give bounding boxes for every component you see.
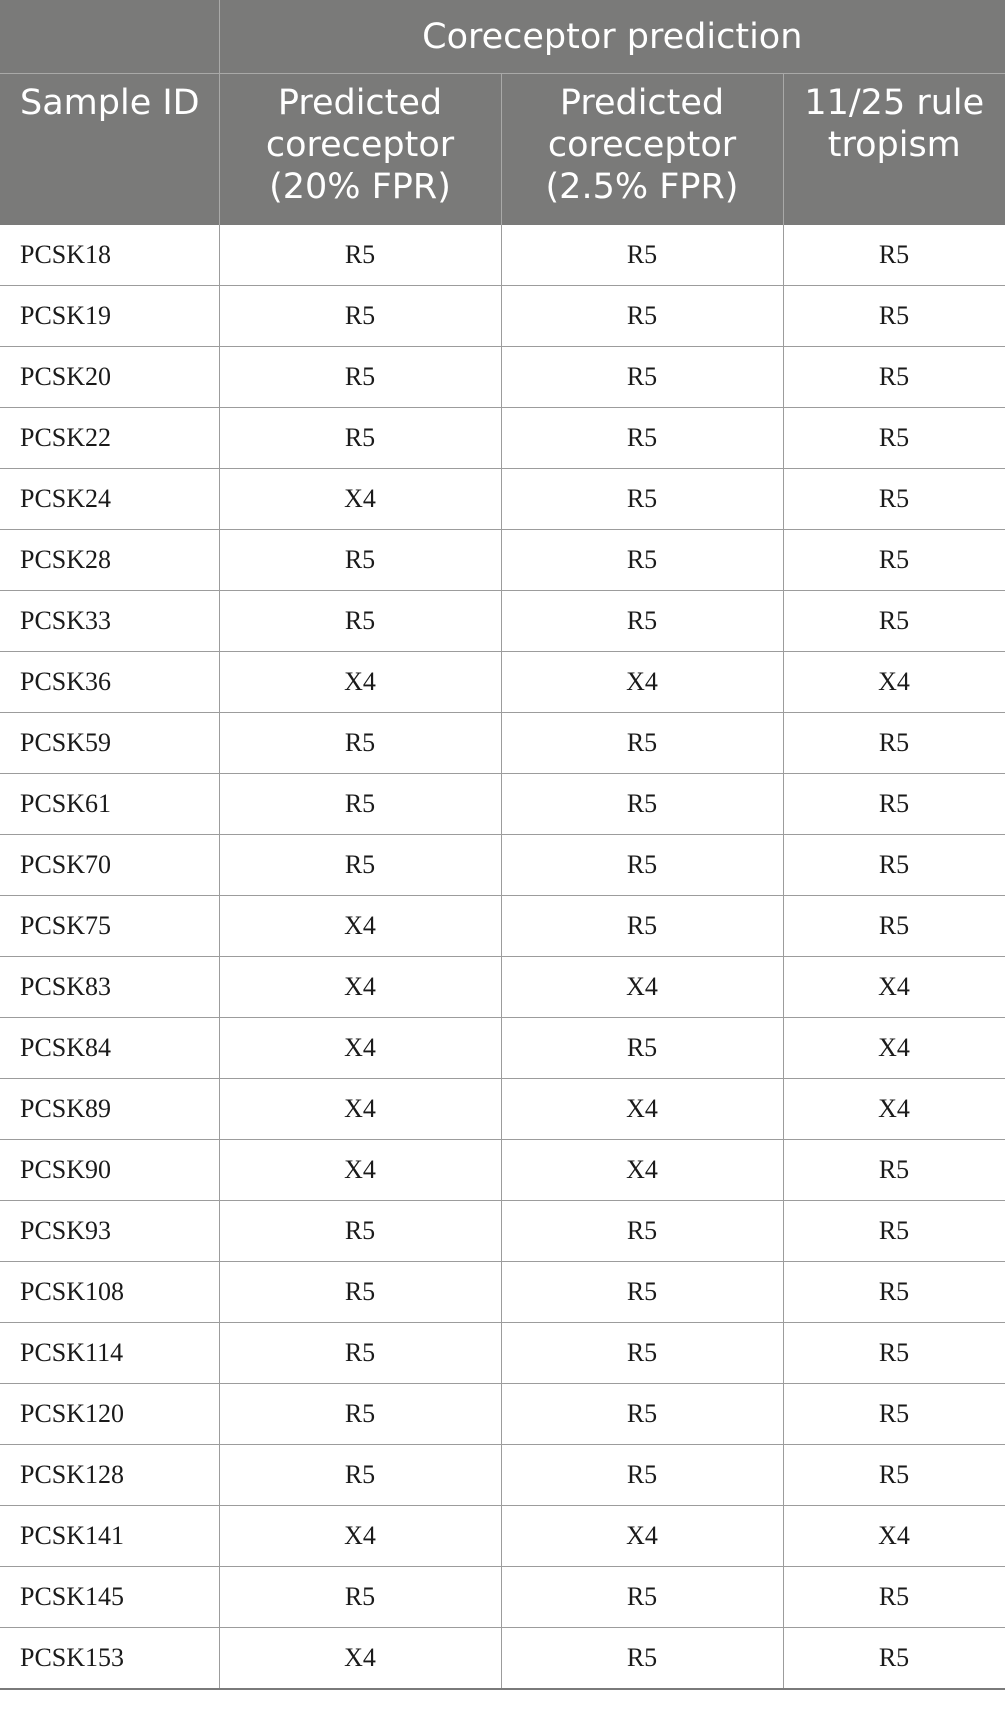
cell-predicted-20fpr: X4: [219, 651, 501, 712]
group-header-empty: [0, 0, 219, 74]
cell-11-25-tropism: R5: [783, 1139, 1005, 1200]
table-row: [0, 712, 1005, 773]
cell-11-25-tropism: R5: [783, 407, 1005, 468]
cell-predicted-2-5fpr: X4: [501, 956, 783, 1017]
cell-predicted-20fpr: R5: [219, 1444, 501, 1505]
cell-sample-id: PCSK141: [0, 1505, 219, 1566]
cell-predicted-2-5fpr: X4: [501, 1078, 783, 1139]
column-header-line: Predicted: [277, 83, 443, 123]
cell-11-25-tropism: R5: [783, 1627, 1005, 1689]
cell-predicted-20fpr: R5: [219, 1566, 501, 1627]
table-row: [0, 590, 1005, 651]
cell-11-25-tropism: R5: [783, 1383, 1005, 1444]
cell-11-25-tropism: R5: [783, 225, 1005, 286]
cell-predicted-2-5fpr: R5: [501, 346, 783, 407]
table-row: [0, 468, 1005, 529]
cell-sample-id: PCSK89: [0, 1078, 219, 1139]
cell-predicted-20fpr: X4: [219, 1017, 501, 1078]
cell-predicted-2-5fpr: R5: [501, 1566, 783, 1627]
cell-sample-id: PCSK145: [0, 1566, 219, 1627]
cell-predicted-20fpr: R5: [219, 285, 501, 346]
cell-predicted-20fpr: R5: [219, 407, 501, 468]
cell-predicted-20fpr: X4: [219, 468, 501, 529]
column-header-row: [0, 74, 1005, 225]
table-row: [0, 225, 1005, 286]
cell-11-25-tropism: R5: [783, 285, 1005, 346]
cell-predicted-2-5fpr: R5: [501, 225, 783, 286]
table-row: [0, 1627, 1005, 1689]
cell-predicted-20fpr: X4: [219, 1078, 501, 1139]
column-header-predicted-20fpr: [219, 74, 501, 225]
cell-sample-id: PCSK114: [0, 1322, 219, 1383]
cell-predicted-2-5fpr: R5: [501, 407, 783, 468]
cell-predicted-2-5fpr: R5: [501, 1200, 783, 1261]
cell-predicted-2-5fpr: R5: [501, 285, 783, 346]
table-row: [0, 1017, 1005, 1078]
cell-predicted-2-5fpr: R5: [501, 590, 783, 651]
table-row: [0, 834, 1005, 895]
cell-predicted-2-5fpr: R5: [501, 834, 783, 895]
cell-predicted-20fpr: X4: [219, 1139, 501, 1200]
column-header-line: (20% FPR): [269, 167, 451, 207]
cell-11-25-tropism: R5: [783, 895, 1005, 956]
table-row: [0, 407, 1005, 468]
cell-predicted-20fpr: R5: [219, 834, 501, 895]
cell-sample-id: PCSK24: [0, 468, 219, 529]
cell-predicted-2-5fpr: R5: [501, 1017, 783, 1078]
cell-11-25-tropism: R5: [783, 1444, 1005, 1505]
cell-11-25-tropism: X4: [783, 956, 1005, 1017]
cell-sample-id: PCSK28: [0, 529, 219, 590]
cell-predicted-20fpr: X4: [219, 956, 501, 1017]
cell-11-25-tropism: R5: [783, 773, 1005, 834]
cell-sample-id: PCSK90: [0, 1139, 219, 1200]
cell-predicted-2-5fpr: R5: [501, 529, 783, 590]
column-header-line: Predicted: [559, 83, 725, 123]
cell-sample-id: PCSK83: [0, 956, 219, 1017]
cell-predicted-20fpr: R5: [219, 529, 501, 590]
cell-11-25-tropism: R5: [783, 1261, 1005, 1322]
cell-sample-id: PCSK108: [0, 1261, 219, 1322]
cell-sample-id: PCSK19: [0, 285, 219, 346]
cell-predicted-20fpr: R5: [219, 1383, 501, 1444]
cell-sample-id: PCSK61: [0, 773, 219, 834]
cell-11-25-tropism: R5: [783, 834, 1005, 895]
cell-11-25-tropism: R5: [783, 712, 1005, 773]
cell-sample-id: PCSK153: [0, 1627, 219, 1689]
cell-predicted-20fpr: R5: [219, 590, 501, 651]
table-row: [0, 1078, 1005, 1139]
cell-11-25-tropism: X4: [783, 651, 1005, 712]
cell-predicted-2-5fpr: R5: [501, 1383, 783, 1444]
table-row: [0, 1322, 1005, 1383]
cell-sample-id: PCSK59: [0, 712, 219, 773]
table-row: [0, 285, 1005, 346]
table-row: [0, 1139, 1005, 1200]
cell-predicted-2-5fpr: R5: [501, 1444, 783, 1505]
cell-predicted-20fpr: R5: [219, 1261, 501, 1322]
table-row: [0, 1505, 1005, 1566]
cell-predicted-2-5fpr: R5: [501, 468, 783, 529]
cell-predicted-20fpr: R5: [219, 773, 501, 834]
table-row: [0, 895, 1005, 956]
cell-sample-id: PCSK33: [0, 590, 219, 651]
cell-sample-id: PCSK18: [0, 225, 219, 286]
column-header-predicted-2-5fpr: [501, 74, 783, 225]
column-header-line: tropism: [827, 125, 961, 165]
table-body: [0, 225, 1005, 1689]
cell-sample-id: PCSK93: [0, 1200, 219, 1261]
column-header-line: 11/25 rule: [804, 83, 985, 123]
cell-predicted-2-5fpr: X4: [501, 651, 783, 712]
cell-predicted-2-5fpr: R5: [501, 712, 783, 773]
cell-11-25-tropism: R5: [783, 1322, 1005, 1383]
column-header-sample-id: [0, 74, 219, 225]
cell-predicted-2-5fpr: X4: [501, 1505, 783, 1566]
cell-predicted-20fpr: X4: [219, 1627, 501, 1689]
cell-sample-id: PCSK70: [0, 834, 219, 895]
cell-predicted-20fpr: R5: [219, 346, 501, 407]
column-header-11-25-rule-tropism: [783, 74, 1005, 225]
table-row: [0, 1383, 1005, 1444]
column-header-line: Sample ID: [20, 83, 200, 123]
cell-predicted-20fpr: R5: [219, 225, 501, 286]
cell-11-25-tropism: R5: [783, 1566, 1005, 1627]
table-row: [0, 1444, 1005, 1505]
cell-sample-id: PCSK36: [0, 651, 219, 712]
column-header-line: (2.5% FPR): [545, 167, 739, 207]
cell-sample-id: PCSK84: [0, 1017, 219, 1078]
table-header: [0, 0, 1005, 225]
cell-11-25-tropism: R5: [783, 529, 1005, 590]
cell-predicted-2-5fpr: R5: [501, 1261, 783, 1322]
cell-sample-id: PCSK128: [0, 1444, 219, 1505]
cell-sample-id: PCSK20: [0, 346, 219, 407]
cell-sample-id: PCSK22: [0, 407, 219, 468]
cell-11-25-tropism: R5: [783, 590, 1005, 651]
cell-sample-id: PCSK75: [0, 895, 219, 956]
table-row: [0, 346, 1005, 407]
cell-11-25-tropism: R5: [783, 1200, 1005, 1261]
table-row: [0, 1200, 1005, 1261]
cell-11-25-tropism: X4: [783, 1505, 1005, 1566]
table-row: [0, 1566, 1005, 1627]
table-row: [0, 651, 1005, 712]
cell-11-25-tropism: X4: [783, 1017, 1005, 1078]
table-row: [0, 773, 1005, 834]
cell-predicted-2-5fpr: R5: [501, 1322, 783, 1383]
group-header-coreceptor-prediction: Coreceptor prediction: [219, 0, 1005, 74]
cell-sample-id: PCSK120: [0, 1383, 219, 1444]
table-row: [0, 529, 1005, 590]
group-header-row: [0, 0, 1005, 74]
cell-predicted-2-5fpr: R5: [501, 773, 783, 834]
column-header-line: coreceptor: [265, 125, 455, 165]
column-header-line: coreceptor: [547, 125, 737, 165]
cell-predicted-2-5fpr: R5: [501, 1627, 783, 1689]
cell-11-25-tropism: R5: [783, 346, 1005, 407]
cell-predicted-20fpr: R5: [219, 1200, 501, 1261]
cell-11-25-tropism: R5: [783, 468, 1005, 529]
cell-predicted-20fpr: X4: [219, 1505, 501, 1566]
table-row: [0, 956, 1005, 1017]
cell-predicted-20fpr: R5: [219, 712, 501, 773]
cell-predicted-20fpr: R5: [219, 1322, 501, 1383]
cell-predicted-2-5fpr: R5: [501, 895, 783, 956]
cell-predicted-20fpr: X4: [219, 895, 501, 956]
cell-11-25-tropism: X4: [783, 1078, 1005, 1139]
table-row: [0, 1261, 1005, 1322]
cell-predicted-2-5fpr: X4: [501, 1139, 783, 1200]
